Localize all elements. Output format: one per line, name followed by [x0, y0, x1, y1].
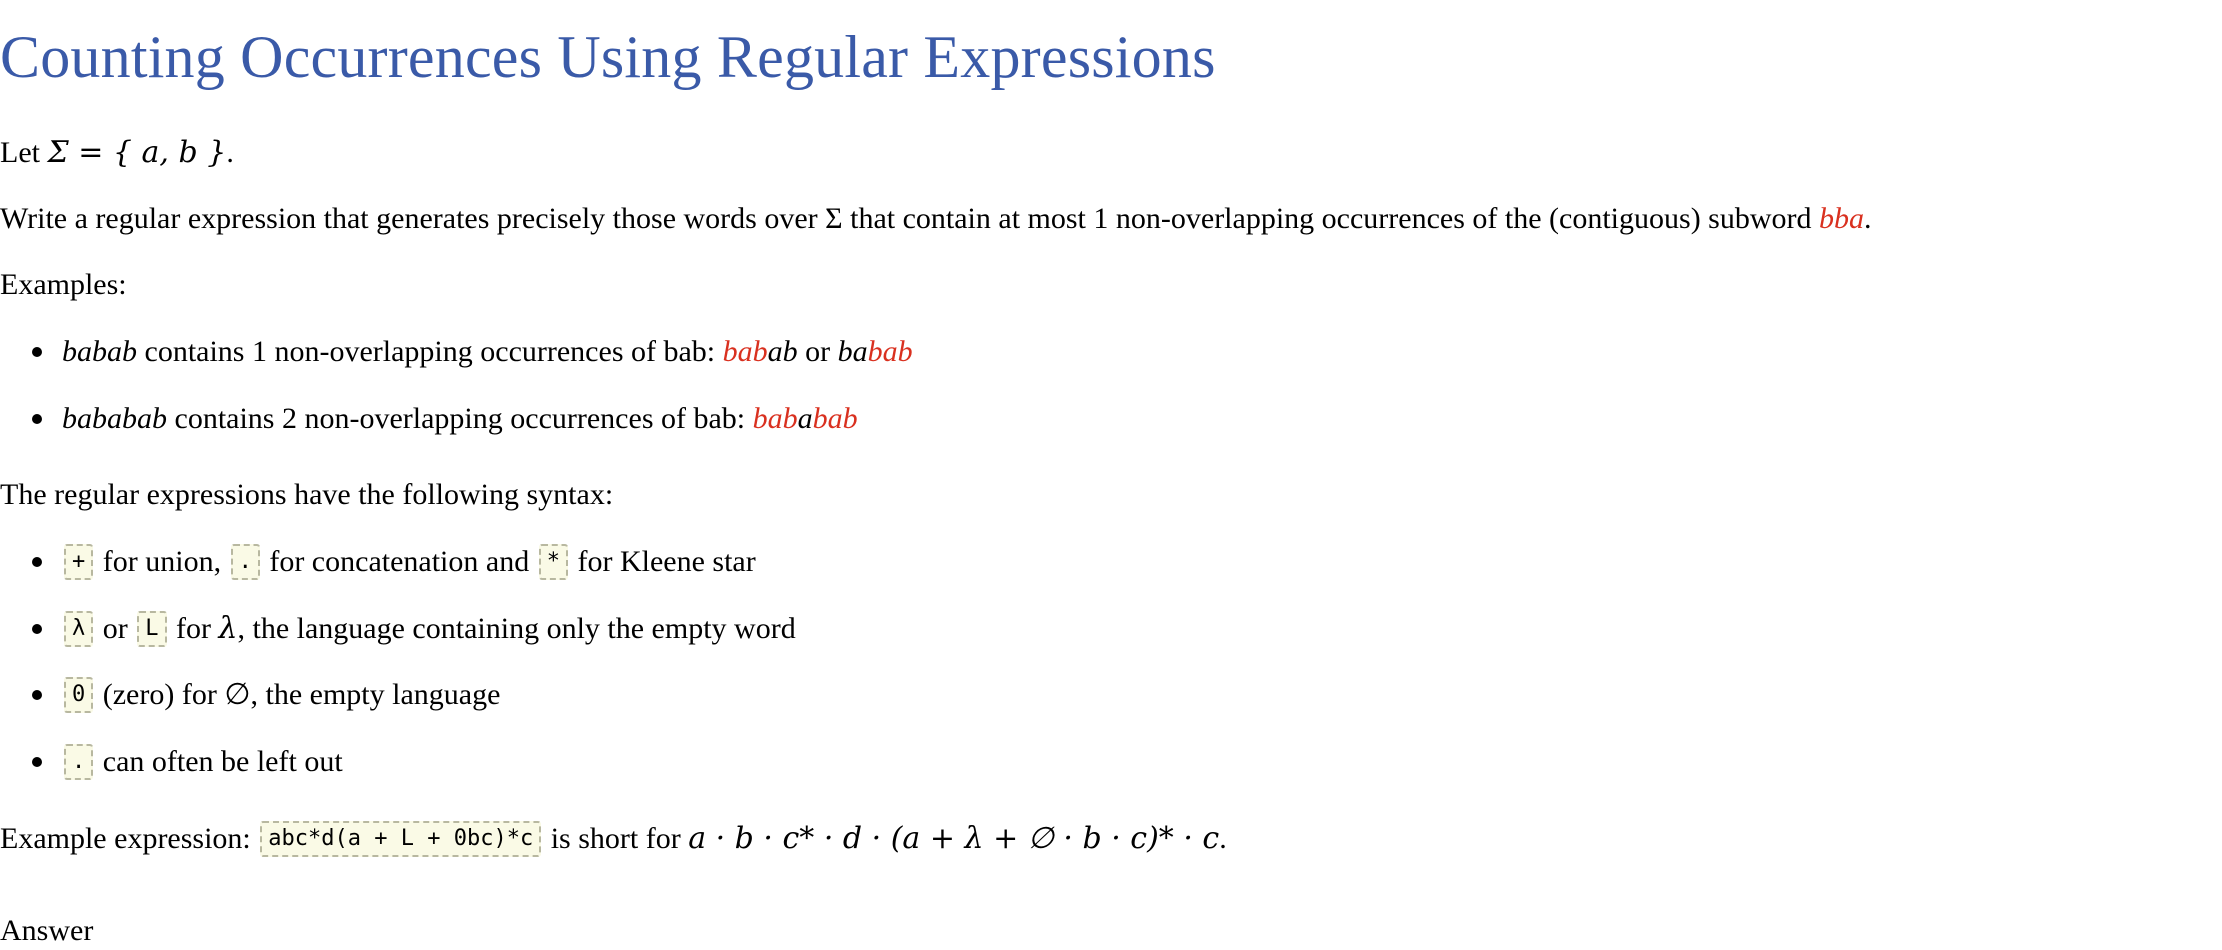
code-dot: . [64, 744, 93, 780]
highlight-occurrence: bab [752, 402, 798, 435]
example-text: contains 2 non-overlapping occurrences of bab: [167, 402, 753, 435]
example-word: bababab [62, 402, 167, 435]
let-suffix: . [226, 136, 234, 169]
page-title: Counting Occurrences Using Regular Expressions [0, 24, 1216, 90]
sigma-set: Σ = { a, b } [47, 135, 227, 170]
task-description [0, 200, 1872, 238]
bullet-dot [32, 690, 42, 700]
highlight-occurrence: bab [812, 402, 858, 435]
syntax-text: (zero) for [95, 678, 225, 711]
task-end: . [1864, 202, 1872, 235]
target-subword: bba [1819, 202, 1865, 235]
bullet-dot [32, 757, 42, 767]
syntax-item [62, 610, 796, 649]
example-expression-label: Example expression: [0, 822, 259, 855]
bullet-dot [32, 624, 42, 634]
syntax-text: for union, [95, 545, 229, 578]
example-item [62, 333, 913, 371]
syntax-heading: The regular expressions have the following syntax: [0, 478, 614, 511]
example-rest: ab [767, 335, 798, 368]
syntax-text: , the language containing only the empty word [237, 612, 796, 645]
code-zero: 0 [64, 677, 93, 713]
example-rest: ba [837, 335, 868, 368]
code-union: + [64, 544, 93, 580]
example-rest: a [797, 402, 813, 435]
code-star: * [539, 544, 568, 580]
let-text: Let [0, 136, 48, 169]
example-expression-math: a · b · c* · d · (a + λ + ∅ · b · c)* · c [688, 821, 1220, 856]
syntax-item [62, 676, 500, 715]
syntax-text: , the empty language [250, 678, 501, 711]
examples-heading: Examples: [0, 268, 127, 301]
answer-label: Answer [0, 914, 94, 947]
syntax-text: for Kleene star [569, 545, 756, 578]
example-expression [0, 820, 1227, 859]
code-lambda: λ [64, 611, 93, 647]
example-or: or [797, 335, 838, 368]
bullet-dot [32, 347, 42, 357]
task-text: Write a regular expression that generates precisely those words over Σ that contain at most 1 non-overlapping occurrences of the (contiguous) subword [0, 202, 1820, 235]
syntax-text: for [168, 612, 219, 645]
lambda-symbol: λ [218, 611, 238, 646]
emptyset-symbol: ∅ [224, 677, 251, 712]
bullet-dot [32, 557, 42, 567]
syntax-text: can often be left out [95, 745, 343, 778]
syntax-text: for concatenation and [261, 545, 537, 578]
highlight-occurrence: bab [867, 335, 913, 368]
example-expression-code: abc*d(a + L + 0bc)*c [260, 821, 541, 857]
example-item [62, 400, 858, 438]
highlight-occurrence: bab [722, 335, 768, 368]
example-expression-middle: is short for [543, 822, 689, 855]
syntax-item [62, 543, 756, 582]
syntax-item [62, 743, 343, 782]
syntax-text: or [95, 612, 136, 645]
example-word: babab [62, 335, 137, 368]
bullet-dot [32, 414, 42, 424]
code-concat: . [231, 544, 260, 580]
example-expression-end: . [1219, 822, 1227, 855]
sigma-definition [0, 134, 234, 172]
example-text: contains 1 non-overlapping occurrences of bab: [137, 335, 723, 368]
code-L: L [137, 611, 166, 647]
